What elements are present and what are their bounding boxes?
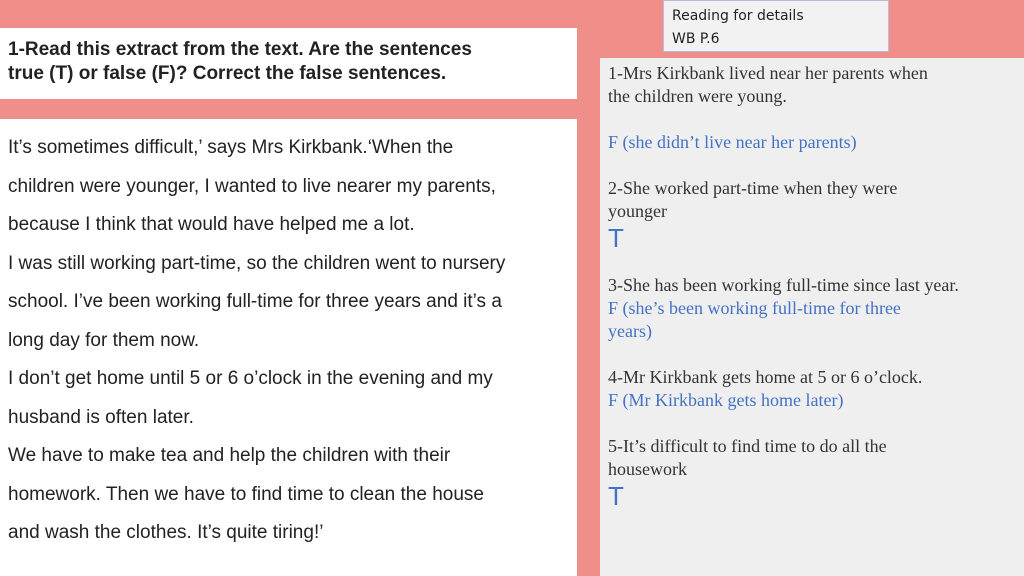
question-2-line-2: younger — [608, 201, 667, 221]
extract-line: It’s sometimes difficult,’ says Mrs Kirkbank.‘When the — [8, 137, 454, 158]
answer-4: F (Mr Kirkbank gets home later) — [608, 390, 844, 410]
answer-3-line-2: years) — [608, 321, 652, 341]
extract-box — [0, 119, 577, 576]
extract-line: and wash the clothes. It’s quite tiring!’ — [8, 522, 324, 543]
question-1-line-2: the children were young. — [608, 86, 787, 106]
section-tag-title: Reading for details — [672, 8, 804, 24]
section-tag — [663, 0, 889, 52]
question-4-line-1: 4-Mr Kirkbank gets home at 5 or 6 o’clock. — [608, 367, 923, 387]
extract-line: husband is often later. — [8, 406, 194, 428]
question-1-line-1: 1-Mrs Kirkbank lived near her parents when — [608, 63, 928, 83]
extract-line: homework. Then we have to find time to clean the house — [8, 483, 484, 505]
answer-5: T — [608, 481, 624, 511]
extract-line: I was still working part-time, so the children went to nursery — [8, 252, 506, 274]
extract-line: school. I’ve been working full-time for three years and it’s a — [8, 291, 502, 312]
extract-line: I don’t get home until 5 or 6 o’clock in the evening and my — [8, 368, 493, 389]
question-3-line-1: 3-She has been working full-time since last year. — [608, 275, 959, 295]
extract-line: We have to make tea and help the children with their — [8, 445, 451, 466]
section-tag-page: WB P.6 — [672, 31, 720, 47]
question-2-line-1: 2-She worked part-time when they were — [608, 178, 898, 198]
answer-3-line-1: F (she’s been working full-time for three — [608, 298, 901, 318]
answer-2: T — [608, 223, 624, 253]
answers-panel — [600, 58, 1024, 576]
question-5-line-1: 5-It’s difficult to find time to do all the — [608, 436, 887, 456]
question-5-line-2: housework — [608, 459, 687, 479]
instruction-line-2: true (T) or false (F)? Correct the false sentences. — [8, 63, 447, 84]
instruction-box — [0, 28, 577, 99]
answer-1: F (she didn’t live near her parents) — [608, 132, 857, 152]
extract-line: because I think that would have helped me a lot. — [8, 214, 415, 235]
extract-line: children were younger, I wanted to live nearer my parents, — [8, 175, 496, 197]
extract-line: long day for them now. — [8, 329, 200, 351]
instruction-line-1: 1-Read this extract from the text. Are the sentences — [8, 39, 472, 60]
